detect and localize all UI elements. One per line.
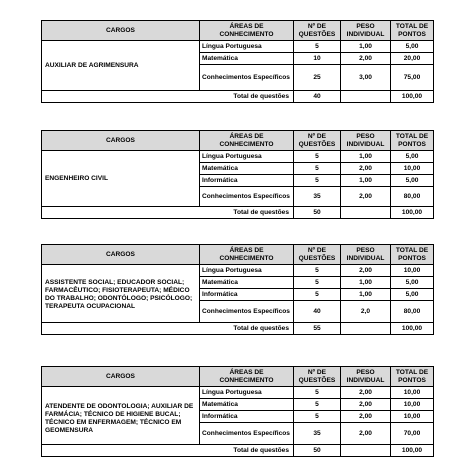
header-total-pontos: TOTAL DE PONTOS (391, 367, 434, 387)
total-row (42, 445, 434, 457)
table-row (42, 265, 434, 277)
total-row (42, 207, 434, 219)
peso-cell: 1,00 (341, 151, 391, 163)
pontos-cell: 10,00 (391, 387, 434, 399)
questoes-cell: 40 (294, 301, 341, 323)
area-cell: Informática (200, 411, 294, 423)
peso-cell: 1,00 (341, 41, 391, 53)
area-cell: Matemática (200, 163, 294, 175)
score-table-4 (41, 366, 433, 457)
total-questoes: 55 (294, 323, 341, 335)
pontos-cell: 5,00 (391, 41, 434, 53)
header-areas: ÁREAS DE CONHECIMENTO (200, 245, 294, 265)
header-total-pontos: TOTAL DE PONTOS (391, 131, 434, 151)
questoes-cell: 5 (294, 163, 341, 175)
header-peso: PESO INDIVIDUAL (341, 131, 391, 151)
peso-cell: 2,00 (341, 423, 391, 445)
total-label: Total de questões (42, 445, 294, 457)
header-peso: PESO INDIVIDUAL (341, 245, 391, 265)
header-areas: ÁREAS DE CONHECIMENTO (200, 367, 294, 387)
total-label: Total de questões (42, 323, 294, 335)
table-row (42, 41, 434, 53)
questoes-cell: 5 (294, 151, 341, 163)
header-peso: PESO INDIVIDUAL (341, 367, 391, 387)
pontos-cell: 80,00 (391, 187, 434, 207)
pontos-cell: 75,00 (391, 65, 434, 91)
blank-cell (341, 207, 391, 219)
pontos-cell: 80,00 (391, 301, 434, 323)
score-table-1 (41, 20, 433, 103)
cargo-cell: ATENDENTE DE ODONTOLOGIA; AUXILIAR DE FARMÁCIA; TÉCNICO DE HIGIENE BUCAL; TÉCNICO EM ENFERMAGEM; TÉCNICO EM GEOMENSURA (42, 387, 200, 445)
table-row (42, 277, 434, 289)
total-pontos: 100,00 (391, 207, 434, 219)
peso-cell: 2,00 (341, 187, 391, 207)
questoes-cell: 5 (294, 41, 341, 53)
area-cell: Matemática (200, 399, 294, 411)
header-cargos: CARGOS (42, 21, 200, 41)
cargo-cell: AUXILIAR DE AGRIMENSURA (42, 41, 200, 91)
peso-cell: 3,00 (341, 65, 391, 91)
questoes-cell: 35 (294, 423, 341, 445)
area-cell: Conhecimentos Específicos (200, 65, 294, 91)
total-pontos: 100,00 (391, 323, 434, 335)
questoes-cell: 35 (294, 187, 341, 207)
total-row (42, 91, 434, 103)
pontos-cell: 10,00 (391, 411, 434, 423)
pontos-cell: 70,00 (391, 423, 434, 445)
total-questoes: 50 (294, 207, 341, 219)
peso-cell: 2,00 (341, 265, 391, 277)
blank-cell (341, 91, 391, 103)
peso-cell: 2,00 (341, 53, 391, 65)
pontos-cell: 5,00 (391, 175, 434, 187)
area-cell: Língua Portuguesa (200, 151, 294, 163)
blank-cell (42, 265, 200, 277)
questoes-cell: 25 (294, 65, 341, 91)
header-cargos: CARGOS (42, 367, 200, 387)
total-questoes: 50 (294, 445, 341, 457)
table-header-row (42, 367, 434, 387)
area-cell: Matemática (200, 277, 294, 289)
questoes-cell: 5 (294, 387, 341, 399)
questoes-cell: 5 (294, 399, 341, 411)
header-questoes: Nº DE QUESTÕES (294, 131, 341, 151)
area-cell: Informática (200, 289, 294, 301)
pontos-cell: 20,00 (391, 53, 434, 65)
total-label: Total de questões (42, 91, 294, 103)
pontos-cell: 10,00 (391, 265, 434, 277)
header-questoes: Nº DE QUESTÕES (294, 21, 341, 41)
questoes-cell: 5 (294, 265, 341, 277)
peso-cell: 2,00 (341, 399, 391, 411)
pontos-cell: 10,00 (391, 163, 434, 175)
header-areas: ÁREAS DE CONHECIMENTO (200, 21, 294, 41)
pontos-cell: 5,00 (391, 277, 434, 289)
header-peso: PESO INDIVIDUAL (341, 21, 391, 41)
table-row (42, 387, 434, 399)
total-pontos: 100,00 (391, 91, 434, 103)
area-cell: Matemática (200, 53, 294, 65)
peso-cell: 1,00 (341, 289, 391, 301)
area-cell: Língua Portuguesa (200, 387, 294, 399)
header-questoes: Nº DE QUESTÕES (294, 367, 341, 387)
questoes-cell: 5 (294, 277, 341, 289)
score-table-3 (41, 244, 433, 335)
peso-cell: 2,00 (341, 387, 391, 399)
header-cargos: CARGOS (42, 245, 200, 265)
total-pontos: 100,00 (391, 445, 434, 457)
cargo-cell: ENGENHEIRO CIVIL (42, 151, 200, 207)
questoes-cell: 5 (294, 289, 341, 301)
peso-cell: 2,0 (341, 301, 391, 323)
area-cell: Conhecimentos Específicos (200, 187, 294, 207)
header-total-pontos: TOTAL DE PONTOS (391, 21, 434, 41)
pontos-cell: 5,00 (391, 151, 434, 163)
area-cell: Língua Portuguesa (200, 265, 294, 277)
blank-cell (341, 445, 391, 457)
area-cell: Língua Portuguesa (200, 41, 294, 53)
table-header-row (42, 131, 434, 151)
header-cargos: CARGOS (42, 131, 200, 151)
total-questoes: 40 (294, 91, 341, 103)
pontos-cell: 10,00 (391, 399, 434, 411)
blank-cell (341, 323, 391, 335)
area-cell: Informática (200, 175, 294, 187)
table-row (42, 151, 434, 163)
pontos-cell: 5,00 (391, 289, 434, 301)
header-questoes: Nº DE QUESTÕES (294, 245, 341, 265)
questoes-cell: 5 (294, 175, 341, 187)
peso-cell: 1,00 (341, 175, 391, 187)
peso-cell: 2,00 (341, 163, 391, 175)
table-header-row (42, 245, 434, 265)
score-table-2 (41, 130, 433, 219)
total-label: Total de questões (42, 207, 294, 219)
cargo-cell: ASSISTENTE SOCIAL; EDUCADOR SOCIAL; FARMACÊUTICO; FISIOTERAPEUTA; MÉDICO DO TRABALHO; ODONTÓLOGO; PSICÓLOGO; TERAPEUTA OCUPACIONAL (42, 277, 200, 323)
questoes-cell: 10 (294, 53, 341, 65)
header-areas: ÁREAS DE CONHECIMENTO (200, 131, 294, 151)
header-total-pontos: TOTAL DE PONTOS (391, 245, 434, 265)
area-cell: Conhecimentos Específicos (200, 423, 294, 445)
area-cell: Conhecimentos Específicos (200, 301, 294, 323)
questoes-cell: 5 (294, 411, 341, 423)
total-row (42, 323, 434, 335)
table-header-row (42, 21, 434, 41)
peso-cell: 2,00 (341, 411, 391, 423)
peso-cell: 1,00 (341, 277, 391, 289)
